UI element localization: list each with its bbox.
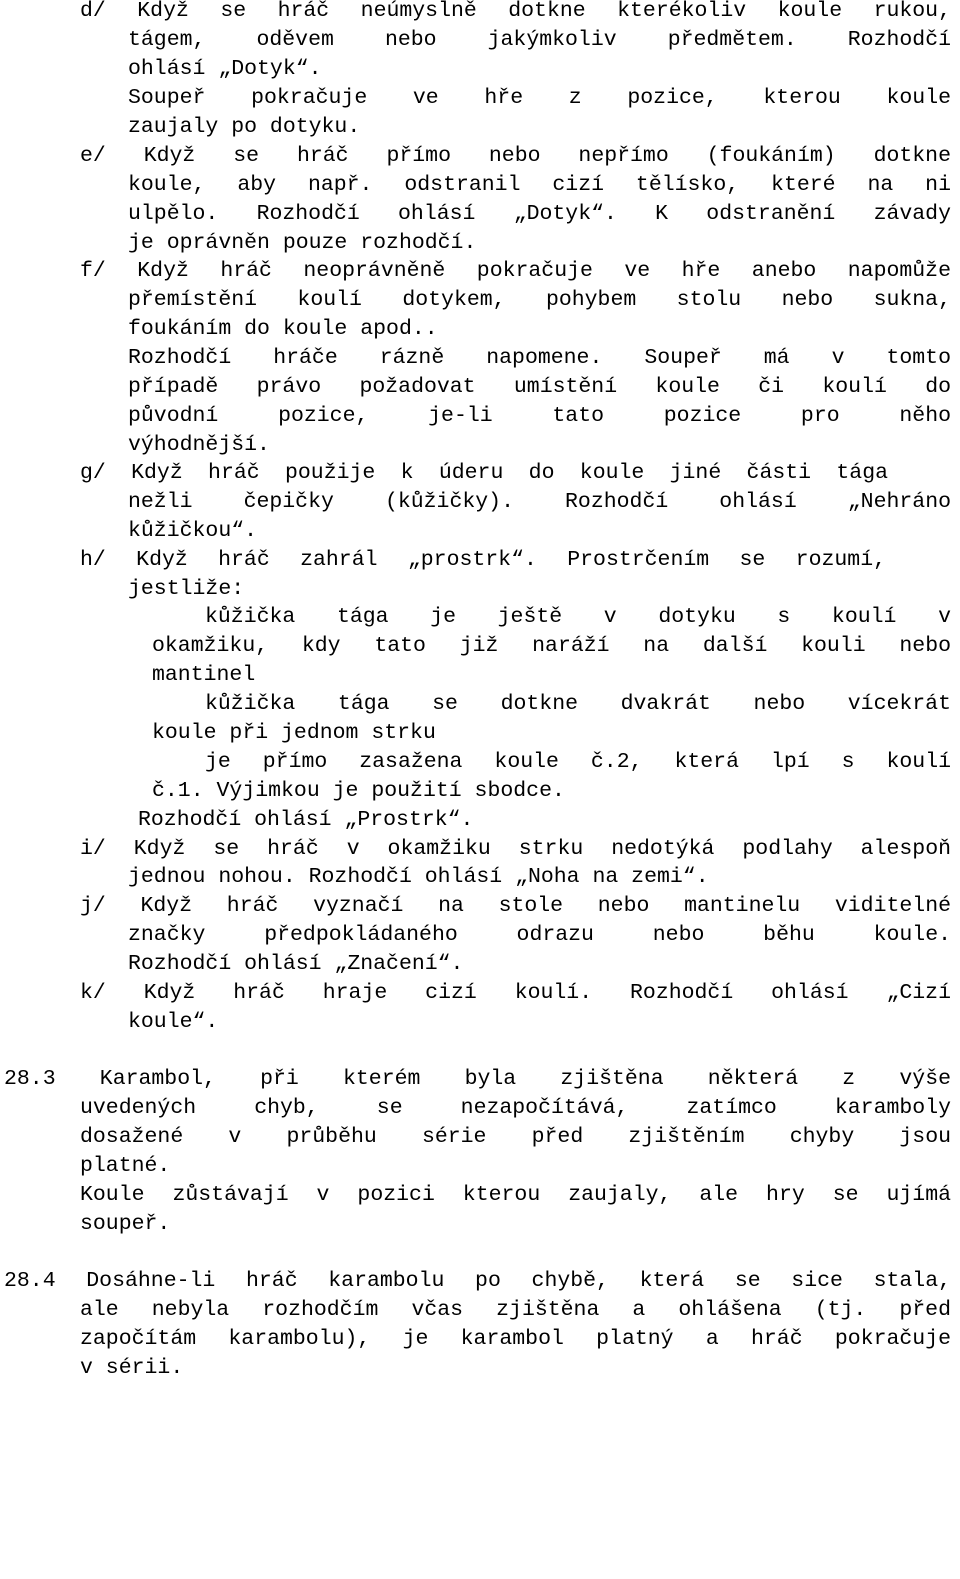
text-line: ohlásí „Dotyk“.: [128, 57, 322, 81]
text-line: okamžiku, kdy tato již naráží na další kouli nebo: [152, 634, 951, 658]
text-line: jestliže:: [128, 577, 245, 601]
text-line: započítám karambolu), je karambol platný a hráč pokračuje: [80, 1327, 951, 1351]
text-line: 28.4 Dosáhne-li hráč karambolu po chybě, která se sice stala,: [4, 1269, 951, 1293]
text-line: původní pozice, je-li tato pozice pro něho: [128, 404, 951, 428]
text-line: k/ Když hráč hraje cizí koulí. Rozhodčí ohlásí „Cizí: [80, 981, 951, 1005]
text-line: mantinel: [152, 663, 256, 687]
text-line: v sérii.: [80, 1356, 184, 1380]
text-line: i/ Když se hráč v okamžiku strku nedotýká podlahy alespoň: [80, 837, 951, 861]
text-line: platné.: [80, 1154, 171, 1178]
text-line: výhodnější.: [128, 433, 270, 457]
text-line: j/ Když hráč vyznačí na stole nebo mantinelu viditelné: [80, 894, 951, 918]
text-line: 28.3 Karambol, při kterém byla zjištěna některá z výše: [4, 1067, 951, 1091]
text-line: nežli čepičky (kůžičky). Rozhodčí ohlásí „Nehráno: [128, 490, 951, 514]
text-line: kůžička tága se dotkne dvakrát nebo vícekrát: [205, 692, 951, 716]
text-line: e/ Když se hráč přímo nebo nepřímo (foukáním) dotkne: [80, 144, 951, 168]
text-line: h/ Když hráč zahrál „prostrk“. Prostrčením se rozumí,: [80, 548, 886, 572]
text-line: Rozhodčí ohlásí „Značení“.: [128, 952, 464, 976]
text-line: je přímo zasažena koule č.2, která lpí s koulí: [205, 750, 951, 774]
text-line: přemístění koulí dotykem, pohybem stolu nebo sukna,: [128, 288, 951, 312]
text-line: koule, aby např. odstranil cizí tělísko, které na ni: [128, 173, 951, 197]
text-line: uvedených chyb, se nezapočítává, zatímco karamboly: [80, 1096, 951, 1120]
text-line: kůžičkou“.: [128, 519, 258, 543]
text-line: kůžička tága je ještě v dotyku s koulí v: [205, 605, 951, 629]
text-line: je oprávněn pouze rozhodčí.: [128, 231, 477, 255]
text-line: č.1. Výjimkou je použití sbodce.: [152, 779, 565, 803]
text-line: zaujaly po dotyku.: [128, 115, 361, 139]
text-line: případě právo požadovat umístění koule či koulí do: [128, 375, 951, 399]
text-line: Koule zůstávají v pozici kterou zaujaly, ale hry se ujímá: [80, 1183, 951, 1207]
text-line: dosažené v průběhu série před zjištěním chyby jsou: [80, 1125, 951, 1149]
text-line: Rozhodčí ohlásí „Prostrk“.: [138, 808, 474, 832]
text-line: koule při jednom strku: [152, 721, 436, 745]
text-line: d/ Když se hráč neúmyslně dotkne kterékoliv koule rukou,: [80, 0, 951, 23]
text-line: ale nebyla rozhodčím včas zjištěna a ohlášena (tj. před: [80, 1298, 951, 1322]
text-line: Soupeř pokračuje ve hře z pozice, kterou koule: [128, 86, 951, 110]
text-line: koule“.: [128, 1010, 219, 1034]
text-line: ulpělo. Rozhodčí ohlásí „Dotyk“. K odstranění závady: [128, 202, 951, 226]
text-line: g/ Když hráč použije k úderu do koule jiné části tága: [80, 461, 888, 485]
text-line: tágem, oděvem nebo jakýmkoliv předmětem. Rozhodčí: [128, 28, 951, 52]
text-line: foukáním do koule apod..: [128, 317, 438, 341]
text-line: značky předpokládaného odrazu nebo běhu koule.: [128, 923, 951, 947]
text-line: f/ Když hráč neoprávněně pokračuje ve hře anebo napomůže: [80, 259, 951, 283]
text-line: soupeř.: [80, 1212, 171, 1236]
text-line: jednou nohou. Rozhodčí ohlásí „Noha na zemi“.: [128, 865, 709, 889]
text-line: Rozhodčí hráče rázně napomene. Soupeř má v tomto: [128, 346, 951, 370]
